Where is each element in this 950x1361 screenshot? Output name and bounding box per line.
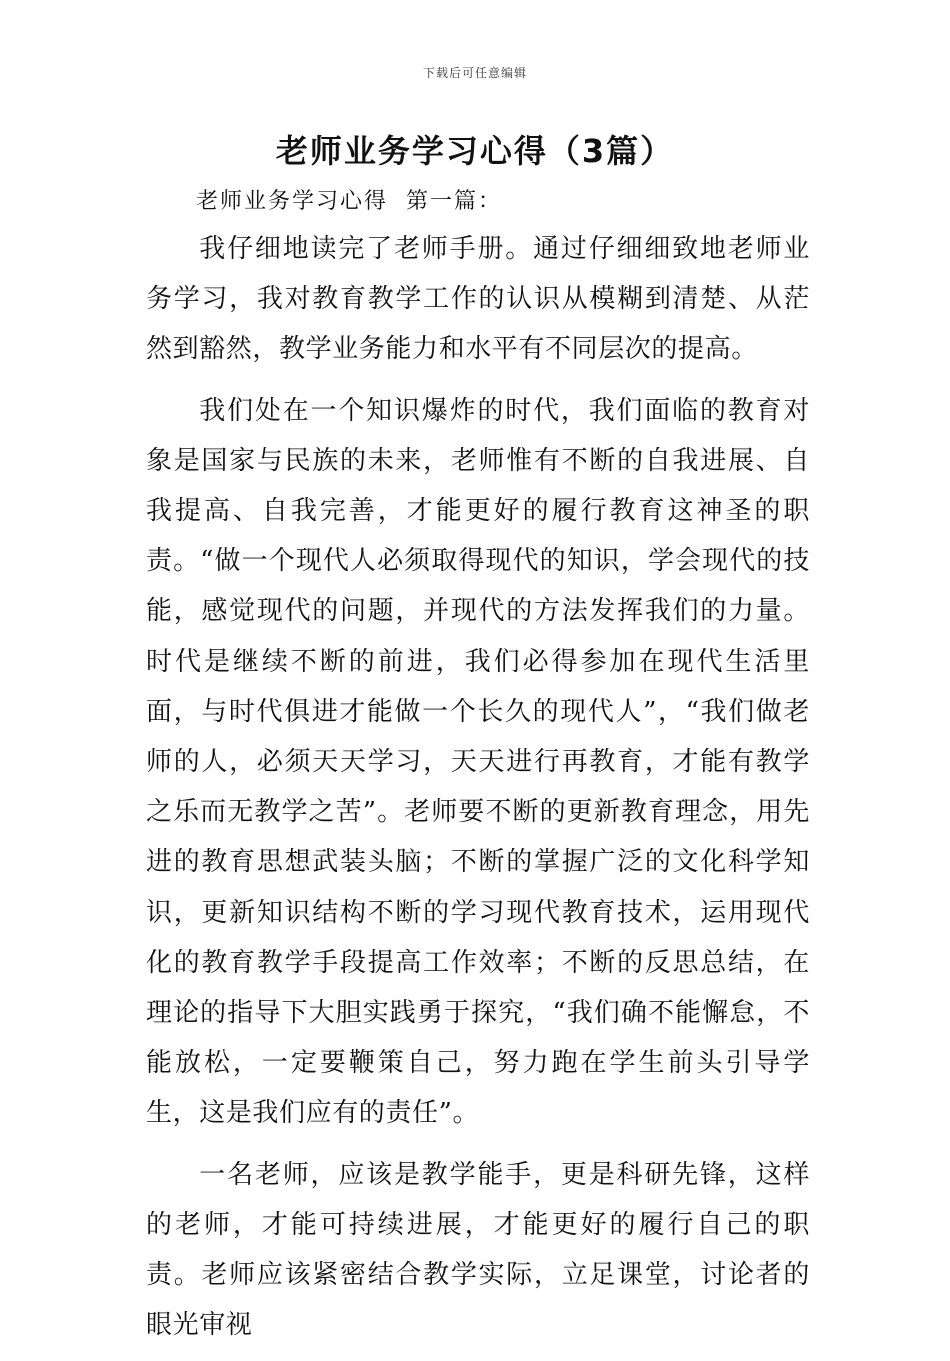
section-heading: 老师业务学习心得 第一篇： xyxy=(196,189,502,214)
document-title: 老师业务学习心得（3篇） xyxy=(275,132,675,170)
paragraph: 我们处在一个知识爆炸的时代，我们面临的教育对象是国家与民族的未来，老师惟有不断的自我进展、自我提高、自我完善，才能更好的履行教育这神圣的职责。“做一个现代人必须取得现代的知识，学会现代的技能，感觉现代的问题，并现代的方法发挥我们的力量。时代是继续不断的前进，我们必得参加在现代生活里面，与时代俱进才能做一个长久的现代人”，“我们做老师的人，必须天天学习，天天进行再教育，才能有教学之乐而无教学之苦”。老师要不断的更新教育理念，用先进的教育思想武装头脑；不断的掌握广泛的文化科学知识，更新知识结构不断的学习现代教育技术，运用现代化的教育教学手段提高工作效率；不断的反思总结，在理论的指导下大胆实践勇于探究，“我们确不能懈怠，不能放松，一定要鞭策自己，努力跑在学生前头引导学生，这是我们应有的责任”。 xyxy=(146,395,810,1129)
header-note: 下载后可任意编辑 xyxy=(422,66,527,80)
paragraph: 我仔细地读完了老师手册。通过仔细细致地老师业务学习，我对教育教学工作的认识从模糊到清楚、从茫然到豁然，教学业务能力和水平有不同层次的提高。 xyxy=(146,234,810,365)
body-text xyxy=(146,224,810,1361)
paragraph: 一名老师，应该是教学能手，更是科研先锋，这样的老师，才能可持续进展，才能更好的履行自己的职责。老师应该紧密结合教学实际，立足课堂，讨论者的眼光审视 xyxy=(146,1159,810,1341)
